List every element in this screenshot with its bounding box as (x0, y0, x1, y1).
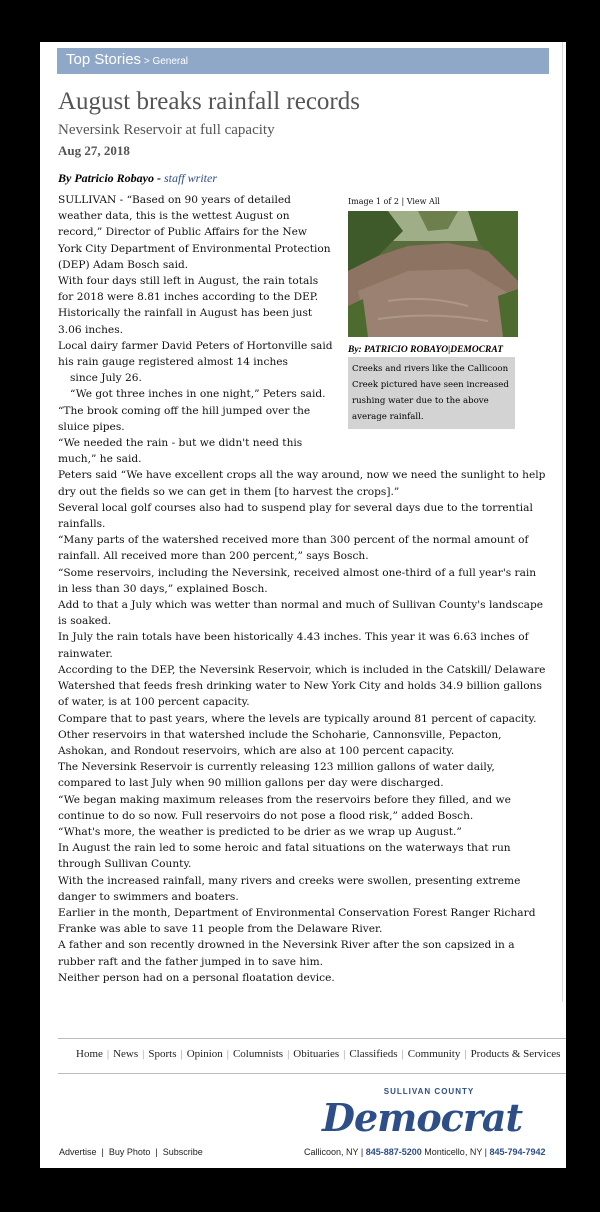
paragraph: Neither person had on a personal floatation device. (58, 971, 335, 984)
office-callicoon: Callicoon, NY (304, 1147, 359, 1157)
paragraph: According to the DEP, the Neversink Reservoir, which is included in the Catskill/ Delaware Watershed that feeds fresh drinking water to New York City and holds 34.9 billion gallons of water, is at 100 percent capacity. (58, 663, 546, 709)
nav-separator: | (226, 1048, 229, 1060)
nav-separator: | (287, 1048, 290, 1060)
logo-name: Democrat (322, 1095, 523, 1140)
contact-info: Callicoon, NY | 845-887-5200 Monticello, NY | 845-794-7942 (304, 1147, 546, 1157)
subhead: Neversink Reservoir at full capacity (58, 122, 275, 138)
nav-separator: | (343, 1048, 346, 1060)
footer-nav (76, 1048, 560, 1060)
nav-opinion-link[interactable]: Opinion (186, 1048, 223, 1060)
nav-news-link[interactable]: News (113, 1048, 139, 1060)
paragraph: since July 26. (70, 372, 142, 385)
subscribe-link[interactable]: Subscribe (162, 1147, 203, 1157)
office-monticello: Monticello, NY (424, 1147, 483, 1157)
photo-credit: By: PATRICIO ROBAYO|DEMOCRAT (348, 345, 504, 355)
paragraph: “Some reservoirs, including the Neversink, received almost one-third of a full year's rain in less than 30 days,” explained Bosch. (58, 566, 537, 595)
paragraph: With four days still left in August, the rain totals for 2018 were 8.81 inches according to the DEP. Historically the rainfall in August has been just 3.06 inches. (58, 275, 319, 336)
image-counter[interactable]: Image 1 of 2 | View All (348, 197, 440, 206)
byline-role-link[interactable]: staff writer (164, 171, 218, 185)
paragraph: Add to that a July which was wetter than normal and much of Sullivan County's landscape is soaked. (58, 599, 544, 628)
nav-sports-link[interactable]: Sports (148, 1048, 177, 1060)
byline-dash: - (154, 171, 164, 185)
publish-date: Aug 27, 2018 (58, 143, 130, 158)
paragraph: “We got three inches in one night,” Peters said. (70, 388, 326, 401)
logo-county: SULLIVAN COUNTY (383, 1087, 475, 1096)
breadcrumb-subsection[interactable]: > General (141, 56, 189, 67)
buy-photo-link[interactable]: Buy Photo (108, 1147, 151, 1157)
nav-separator: | (180, 1048, 183, 1060)
byline (58, 171, 217, 186)
advertise-link[interactable]: Advertise (59, 1147, 97, 1157)
paragraph: “We began making maximum releases from the reservoirs before they filled, and we continue to do so now. Full reservoirs do not pose a flood risk,” added Bosch. (58, 793, 511, 822)
paragraph: Other reservoirs in that watershed include the Schoharie, Cannonsville, Pepacton, Ashokan, and Rondout reservoirs, which are also at 100 percent capacity. (58, 728, 502, 757)
content-border (562, 42, 563, 1002)
footer-links (59, 1147, 203, 1157)
footer-divider-bottom (58, 1073, 566, 1074)
footer-divider-top (58, 1038, 566, 1039)
paragraph: In August the rain led to some heroic and fatal situations on the waterways that run through Sullivan County. (58, 842, 511, 871)
paragraph: The Neversink Reservoir is currently releasing 123 million gallons of water daily, compared to last July when 90 million gallons per day were discharged. (58, 761, 495, 790)
nav-columnists-link[interactable]: Columnists (232, 1048, 284, 1060)
paragraph: In July the rain totals have been historically 4.43 inches. This year it was 6.63 inches of rainwater. (58, 631, 529, 660)
paragraph: A father and son recently drowned in the Neversink River after the son capsized in a rubber raft and the father jumped in to save him. (58, 939, 515, 968)
paragraph: Earlier in the month, Department of Environmental Conservation Forest Ranger Richard Franke was able to save 11 people from the Delaware River. (58, 906, 536, 936)
paragraph: “What's more, the weather is predicted to be drier as we wrap up August.” (58, 825, 462, 838)
breadcrumb (66, 51, 188, 68)
paragraph: Peters said “We have excellent crops all the way around, now we need the sunlight to help dry out the fields so we can get in them [to harvest the crops].” (58, 469, 546, 498)
phone-callicoon[interactable]: 845-887-5200 (365, 1147, 422, 1157)
nav-community-link[interactable]: Community (407, 1048, 461, 1060)
paragraph: SULLIVAN - “Based on 90 years of detailed weather data, this is the wettest August on record,” Director of Public Affairs for the New York City Department of Environmental Protection (DEP) Adam Bosch said. (58, 194, 331, 271)
nav-separator: | (401, 1048, 404, 1060)
nav-products-link[interactable]: Products & Services (470, 1048, 561, 1060)
democrat-logo[interactable] (322, 1087, 536, 1140)
paragraph: With the increased rainfall, many rivers and creeks were swollen, presenting extreme danger to swimmers and boaters. (58, 874, 521, 903)
nav-classifieds-link[interactable]: Classifieds (349, 1048, 398, 1060)
link-separator: | (155, 1147, 158, 1157)
byline-author: By Patricio Robayo (58, 171, 154, 185)
article-page (40, 42, 566, 1168)
nav-home-link[interactable]: Home (76, 1048, 103, 1060)
article-body (58, 192, 548, 986)
phone-monticello[interactable]: 845-794-7942 (489, 1147, 546, 1157)
nav-obituaries-link[interactable]: Obituaries (293, 1048, 340, 1060)
headline: August breaks rainfall records (58, 88, 360, 115)
section-bar (57, 48, 549, 74)
paragraph: “We needed the rain - but we didn't need this much,” he said. (58, 437, 303, 466)
paragraph: “Many parts of the watershed received more than 300 percent of the normal amount of rainfall. All received more than 200 percent,” says Bosch. (58, 534, 529, 563)
nav-separator: | (464, 1048, 467, 1060)
photo-caption: Creeks and rivers like the Callicoon Creek pictured have seen increased rushing water due to the above average rainfall. (348, 357, 515, 429)
paragraph: “The brook coming off the hill jumped over the sluice pipes. (58, 404, 311, 433)
paragraph: Several local golf courses also had to suspend play for several days due to the torrential rainfalls. (58, 501, 533, 531)
breadcrumb-section[interactable]: Top Stories (66, 51, 142, 68)
link-separator: | (101, 1147, 104, 1157)
paragraph: Local dairy farmer David Peters of Hortonville said his rain gauge registered almost 14 inches (58, 339, 333, 369)
nav-separator: | (142, 1048, 145, 1060)
paragraph: Compare that to past years, where the levels are typically around 81 percent of capacity. (58, 712, 537, 725)
nav-separator: | (106, 1048, 110, 1060)
